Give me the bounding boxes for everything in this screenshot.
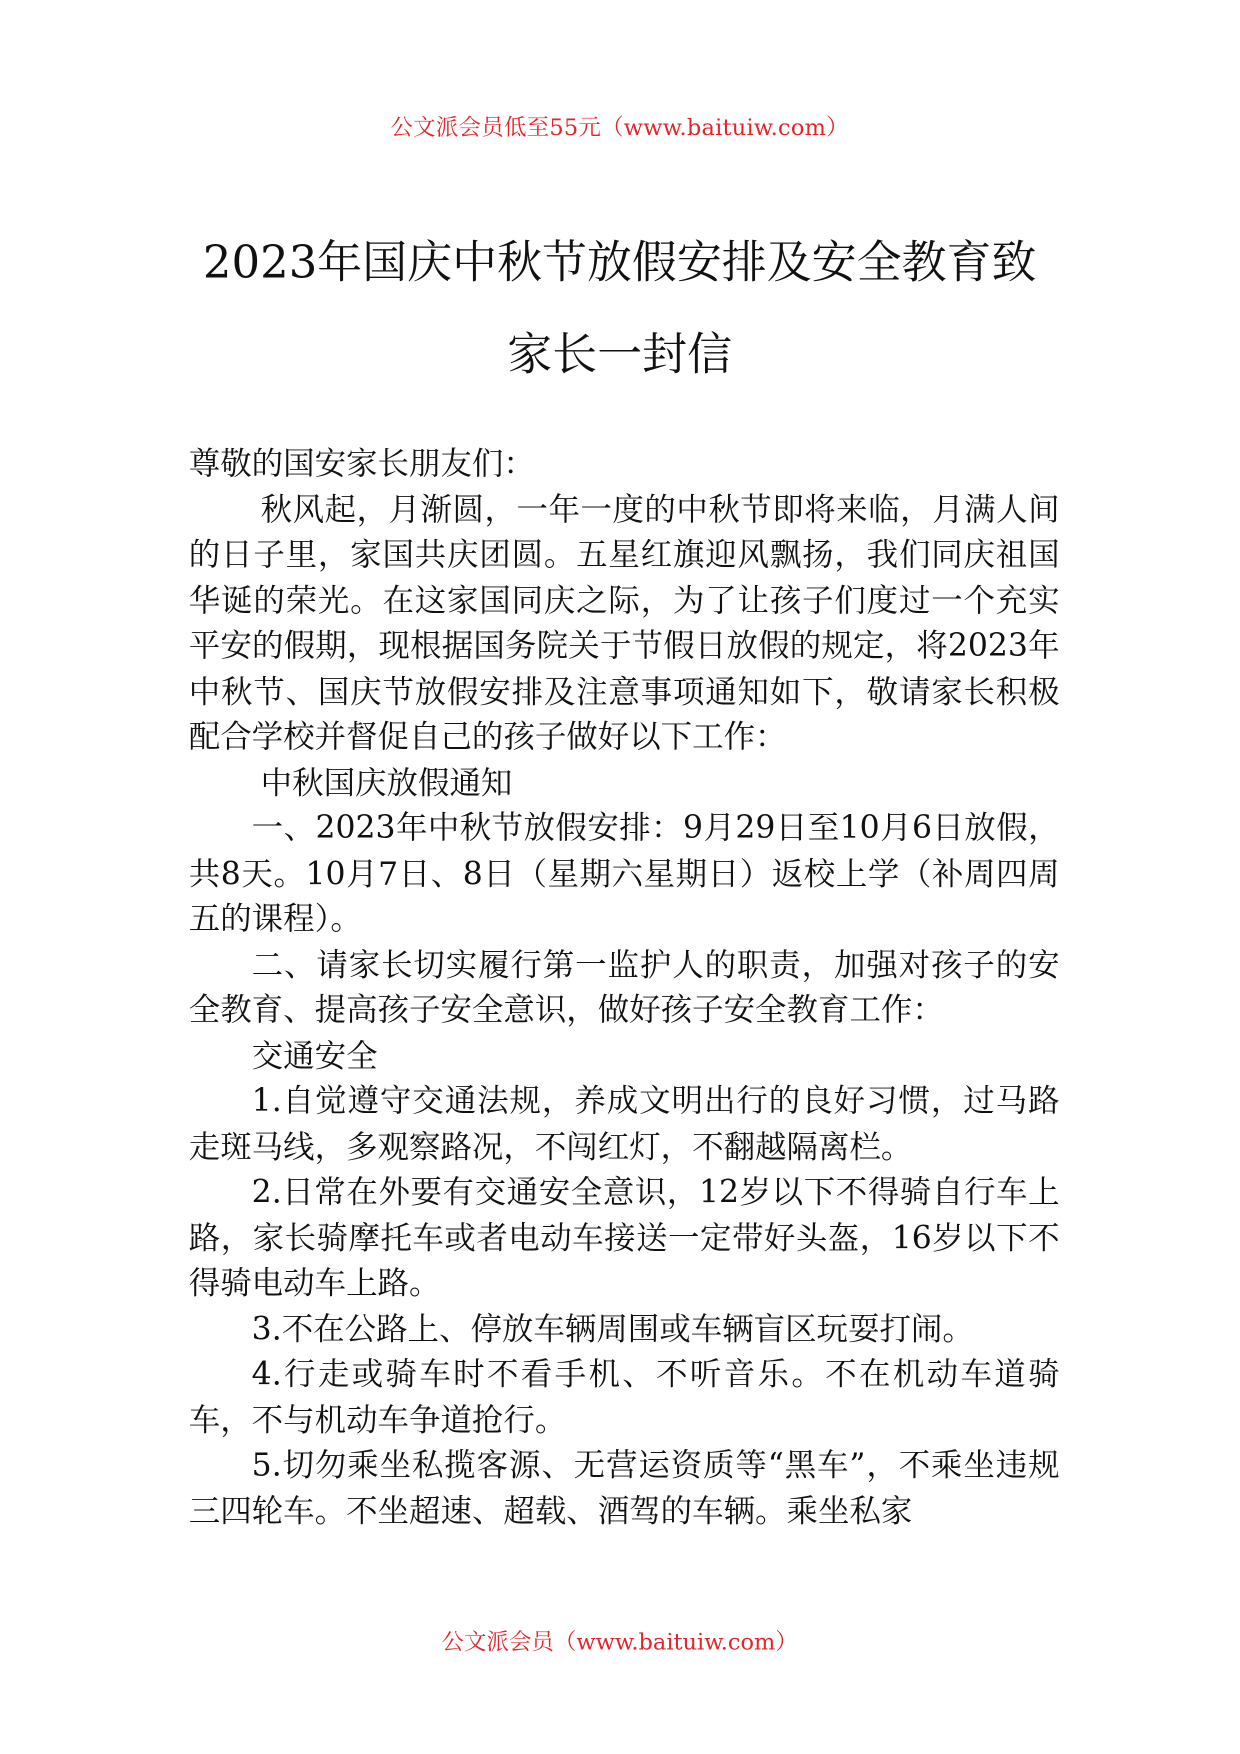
footer-promo-link[interactable]: 公文派会员（www.baituiw.com） xyxy=(441,1628,798,1656)
traffic-rule-1: 1.自觉遵守交通法规，养成文明出行的良好习惯，过马路走斑马线，多观察路况，不闯红灯，不翻越隔离栏。 xyxy=(188,1082,1060,1165)
salutation: 尊敬的国安家长朋友们： xyxy=(188,444,535,483)
traffic-safety-heading: 交通安全 xyxy=(251,1036,378,1074)
holiday-schedule-item: 一、2023年中秋节放假安排：9月29日至10月6日放假，共8天。10月7日、8日（星期六星期日）返校上学（补周四周五的课程）。 xyxy=(188,808,1060,938)
traffic-rule-2: 2.日常在外要有交通安全意识，12岁以下不得骑自行车上路，家长骑摩托车或者电动车接送一定带好头盔，16岁以下不得骑电动车上路。 xyxy=(188,1173,1060,1302)
traffic-rule-4: 4.行走或骑车时不看手机、不听音乐。不在机动车道骑车，不与机动车争道抢行。 xyxy=(188,1355,1060,1438)
traffic-rule-5: 5.切勿乘坐私揽客源、无营运资质等“黑车”，不乘坐违规三四轮车。不坐超速、超载、酒驾的车辆。乘坐私家 xyxy=(188,1446,1060,1529)
notice-heading: 中秋国庆放假通知 xyxy=(260,763,513,801)
document-title-line-1: 2023年国庆中秋节放假安排及安全教育致 xyxy=(202,237,1037,289)
letter-body xyxy=(189,442,1060,1534)
header-promo-link[interactable]: 公文派会员低至55元（www.baituiw.com） xyxy=(390,113,849,141)
traffic-rule-3: 3.不在公路上、停放车辆周围或车辆盲区玩耍打闹。 xyxy=(251,1309,974,1347)
document-title-line-2: 家长一封信 xyxy=(507,329,733,381)
intro-paragraph: 秋风起，月渐圆，一年一度的中秋节即将来临，月满人间的日子里，家国共庆团圆。五星红旗迎风飘扬，我们同庆祖国华诞的荣光。在这家国同庆之际，为了让孩子们度过一个充实平安的假期，现根据国务院关于节假日放假的规定，将2023年中秋节、国庆节放假安排及注意事项通知如下，敬请家长积极配合学校并督促自己的孩子做好以下工作： xyxy=(188,490,1060,756)
guardian-duty-item: 二、请家长切实履行第一监护人的职责，加强对孩子的安全教育、提高孩子安全意识，做好孩子安全教育工作： xyxy=(188,945,1060,1029)
